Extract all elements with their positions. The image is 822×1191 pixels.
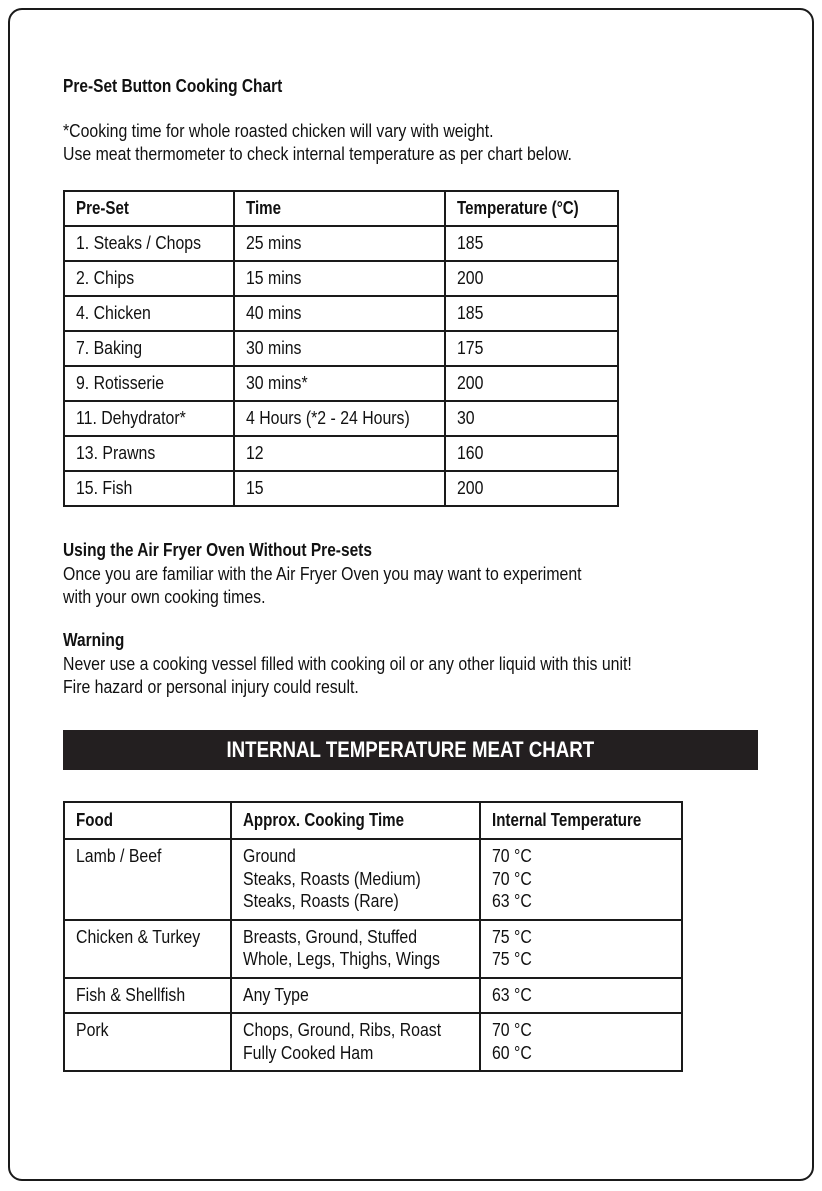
cooking-time-line: Breasts, Ground, Stuffed bbox=[243, 926, 418, 947]
internal-temperature-line: 70 °C bbox=[492, 1020, 533, 1040]
table-row bbox=[64, 261, 618, 296]
preset-cell: 9. Rotisserie bbox=[64, 366, 234, 401]
column-header-food: Food bbox=[64, 802, 231, 839]
column-header-preset: Pre-Set bbox=[64, 191, 234, 226]
column-header-cooking-time: Approx. Cooking Time bbox=[231, 802, 480, 839]
cooking-time-cell bbox=[231, 839, 480, 920]
internal-temperature-line: 60 °C bbox=[492, 1042, 533, 1063]
temperature-cell: 200 bbox=[445, 471, 618, 506]
food-cell: Lamb / Beef bbox=[64, 839, 231, 920]
meat-chart-banner bbox=[63, 730, 758, 770]
internal-temperature-cell bbox=[480, 839, 682, 920]
table-row bbox=[64, 839, 682, 920]
food-cell: Pork bbox=[64, 1013, 231, 1071]
temperature-cell: 200 bbox=[445, 261, 618, 296]
internal-temperature-line: 75 °C bbox=[492, 926, 533, 947]
internal-temperature-line: 63 °C bbox=[492, 984, 533, 1005]
preset-cooking-table bbox=[63, 190, 619, 507]
preset-cell: 1. Steaks / Chops bbox=[64, 226, 234, 261]
time-cell: 15 mins bbox=[234, 261, 445, 296]
preset-cell: 11. Dehydrator* bbox=[64, 401, 234, 436]
table-row bbox=[64, 920, 682, 978]
food-cell: Chicken & Turkey bbox=[64, 920, 231, 978]
warning-line: Never use a cooking vessel filled with cooking oil or any other liquid with this unit! bbox=[63, 654, 632, 674]
column-header-internal-temperature: Internal Temperature bbox=[480, 802, 682, 839]
internal-temperature-cell bbox=[480, 1013, 682, 1071]
column-header-time: Time bbox=[234, 191, 445, 226]
time-cell: 4 Hours (*2 - 24 Hours) bbox=[234, 401, 445, 436]
cooking-time-line: Chops, Ground, Ribs, Roast bbox=[243, 1020, 442, 1040]
internal-temperature-line: 75 °C bbox=[492, 949, 533, 969]
table-header-row bbox=[64, 191, 618, 226]
temperature-cell: 30 bbox=[445, 401, 618, 436]
time-cell: 30 mins bbox=[234, 331, 445, 366]
cooking-time-line: Any Type bbox=[243, 984, 309, 1005]
table-header-row bbox=[64, 802, 682, 839]
cooking-time-cell bbox=[231, 920, 480, 978]
warning-heading: Warning bbox=[63, 630, 125, 650]
temperature-cell: 200 bbox=[445, 366, 618, 401]
temperature-cell: 160 bbox=[445, 436, 618, 471]
cooking-time-cell bbox=[231, 1013, 480, 1071]
table-row bbox=[64, 226, 618, 261]
cooking-time-cell bbox=[231, 978, 480, 1014]
time-cell: 25 mins bbox=[234, 226, 445, 261]
no-preset-text bbox=[63, 563, 582, 609]
internal-temperature-cell bbox=[480, 978, 682, 1014]
no-preset-line: Once you are familiar with the Air Fryer Oven you may want to experiment bbox=[63, 564, 582, 584]
preset-cell: 7. Baking bbox=[64, 331, 234, 366]
temperature-cell: 185 bbox=[445, 296, 618, 331]
preset-cell: 13. Prawns bbox=[64, 436, 234, 471]
preset-chart-heading: Pre-Set Button Cooking Chart bbox=[63, 76, 283, 96]
warning-text bbox=[63, 653, 632, 699]
no-preset-line: with your own cooking times. bbox=[63, 587, 266, 607]
meat-temperature-table bbox=[63, 801, 683, 1072]
warning-line: Fire hazard or personal injury could result. bbox=[63, 677, 359, 697]
table-row bbox=[64, 331, 618, 366]
preset-cell: 4. Chicken bbox=[64, 296, 234, 331]
time-cell: 30 mins* bbox=[234, 366, 445, 401]
preset-intro bbox=[63, 120, 572, 166]
cooking-time-line: Steaks, Roasts (Medium) bbox=[243, 868, 421, 889]
column-header-temperature: Temperature (°C) bbox=[445, 191, 618, 226]
food-cell: Fish & Shellfish bbox=[64, 978, 231, 1014]
cooking-time-line: Ground bbox=[243, 846, 297, 866]
meat-chart-title: INTERNAL TEMPERATURE MEAT CHART bbox=[226, 737, 595, 762]
cooking-time-line: Steaks, Roasts (Rare) bbox=[243, 891, 399, 911]
preset-intro-line: Use meat thermometer to check internal temperature as per chart below. bbox=[63, 144, 572, 164]
table-row bbox=[64, 471, 618, 506]
temperature-cell: 185 bbox=[445, 226, 618, 261]
internal-temperature-cell bbox=[480, 920, 682, 978]
table-row bbox=[64, 436, 618, 471]
preset-cell: 2. Chips bbox=[64, 261, 234, 296]
cooking-time-line: Whole, Legs, Thighs, Wings bbox=[243, 949, 441, 969]
temperature-cell: 175 bbox=[445, 331, 618, 366]
table-row bbox=[64, 1013, 682, 1071]
internal-temperature-line: 63 °C bbox=[492, 891, 533, 911]
internal-temperature-line: 70 °C bbox=[492, 846, 533, 866]
table-row bbox=[64, 978, 682, 1014]
table-row bbox=[64, 296, 618, 331]
preset-cell: 15. Fish bbox=[64, 471, 234, 506]
internal-temperature-line: 70 °C bbox=[492, 868, 533, 889]
time-cell: 15 bbox=[234, 471, 445, 506]
time-cell: 40 mins bbox=[234, 296, 445, 331]
table-row bbox=[64, 401, 618, 436]
cooking-time-line: Fully Cooked Ham bbox=[243, 1042, 374, 1063]
table-row bbox=[64, 366, 618, 401]
no-preset-heading: Using the Air Fryer Oven Without Pre-sets bbox=[63, 540, 372, 560]
preset-intro-line: *Cooking time for whole roasted chicken will vary with weight. bbox=[63, 121, 494, 141]
time-cell: 12 bbox=[234, 436, 445, 471]
